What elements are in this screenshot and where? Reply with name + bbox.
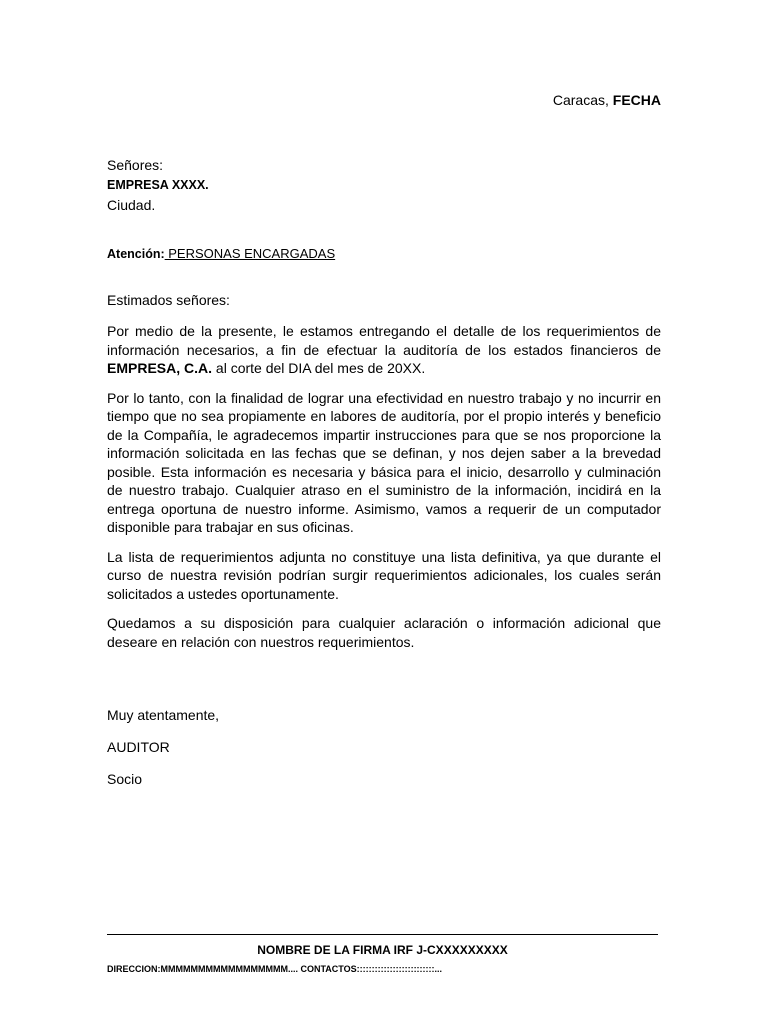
date-city: Caracas, bbox=[552, 92, 609, 108]
letter-date bbox=[553, 92, 661, 108]
attention-label: Atención: bbox=[107, 247, 165, 261]
closing-block bbox=[107, 707, 219, 803]
paragraph-1-company: EMPRESA, C.A. bbox=[107, 360, 213, 376]
paragraph-3: La lista de requerimientos adjunta no constituye una lista definitiva, ya que durante el curso de nuestra revisión podrían surgir requerimientos adicionales, los cuales serán solicitados a ustedes oportunamente. bbox=[107, 548, 661, 602]
attention-recipient: PERSONAS ENCARGADAS bbox=[164, 246, 336, 261]
paragraph-2: Por lo tanto, con la finalidad de lograr una efectividad en nuestro trabajo y no incurrir en tiempo que no sea propiamente en labores de auditoría, por el propio interés y beneficio de la Compañía, le agradecemos impartir instrucciones para que se nos proporcione la información solicitada en las fechas que se definan, y nos dejen saber a la brevedad posible. Esta información es necesaria y básica para el inicio, desarrollo y culminación de nuestro trabajo. Cualquier atraso en el suministro de la información, incidirá en la entrega oportuna de nuestro informe. Asimismo, vamos a requerir de un computador disponible para trabajar en sus oficinas. bbox=[107, 389, 661, 535]
footer-firm-name: NOMBRE DE LA FIRMA IRF J-CXXXXXXXXX bbox=[257, 943, 508, 957]
signer-title: Socio bbox=[107, 771, 143, 787]
letter-body bbox=[107, 322, 661, 662]
recipient-block bbox=[107, 155, 209, 215]
attention-line bbox=[107, 244, 335, 263]
greeting: Estimados señores: bbox=[107, 292, 230, 308]
paragraph-4: Quedamos a su disposición para cualquier aclaración o información adicional que deseare en relación con nuestros requerimientos. bbox=[107, 615, 661, 650]
sign-off: Muy atentamente, bbox=[107, 707, 220, 723]
signer-name: AUDITOR bbox=[107, 739, 170, 755]
paragraph-1 bbox=[107, 322, 661, 378]
paragraph-1-text-a: Por medio de la presente, le estamos entregando el detalle de los requerimientos de información necesarios, a fin de efectuar la auditoría de los estados financieros de bbox=[107, 323, 661, 358]
footer-divider bbox=[107, 934, 658, 935]
footer-address: DIRECCION:MMMMMMMMMMMMMMMMM.... CONTACTOS::::::::::::::::::::::::::... bbox=[107, 964, 443, 974]
recipient-salutation: Señores: bbox=[107, 157, 164, 173]
paragraph-1-text-b: al corte del DIA del mes de 20XX. bbox=[212, 360, 426, 376]
date-placeholder: FECHA bbox=[612, 92, 661, 108]
recipient-company: EMPRESA XXXX. bbox=[107, 178, 209, 192]
recipient-city: Ciudad. bbox=[107, 197, 156, 213]
